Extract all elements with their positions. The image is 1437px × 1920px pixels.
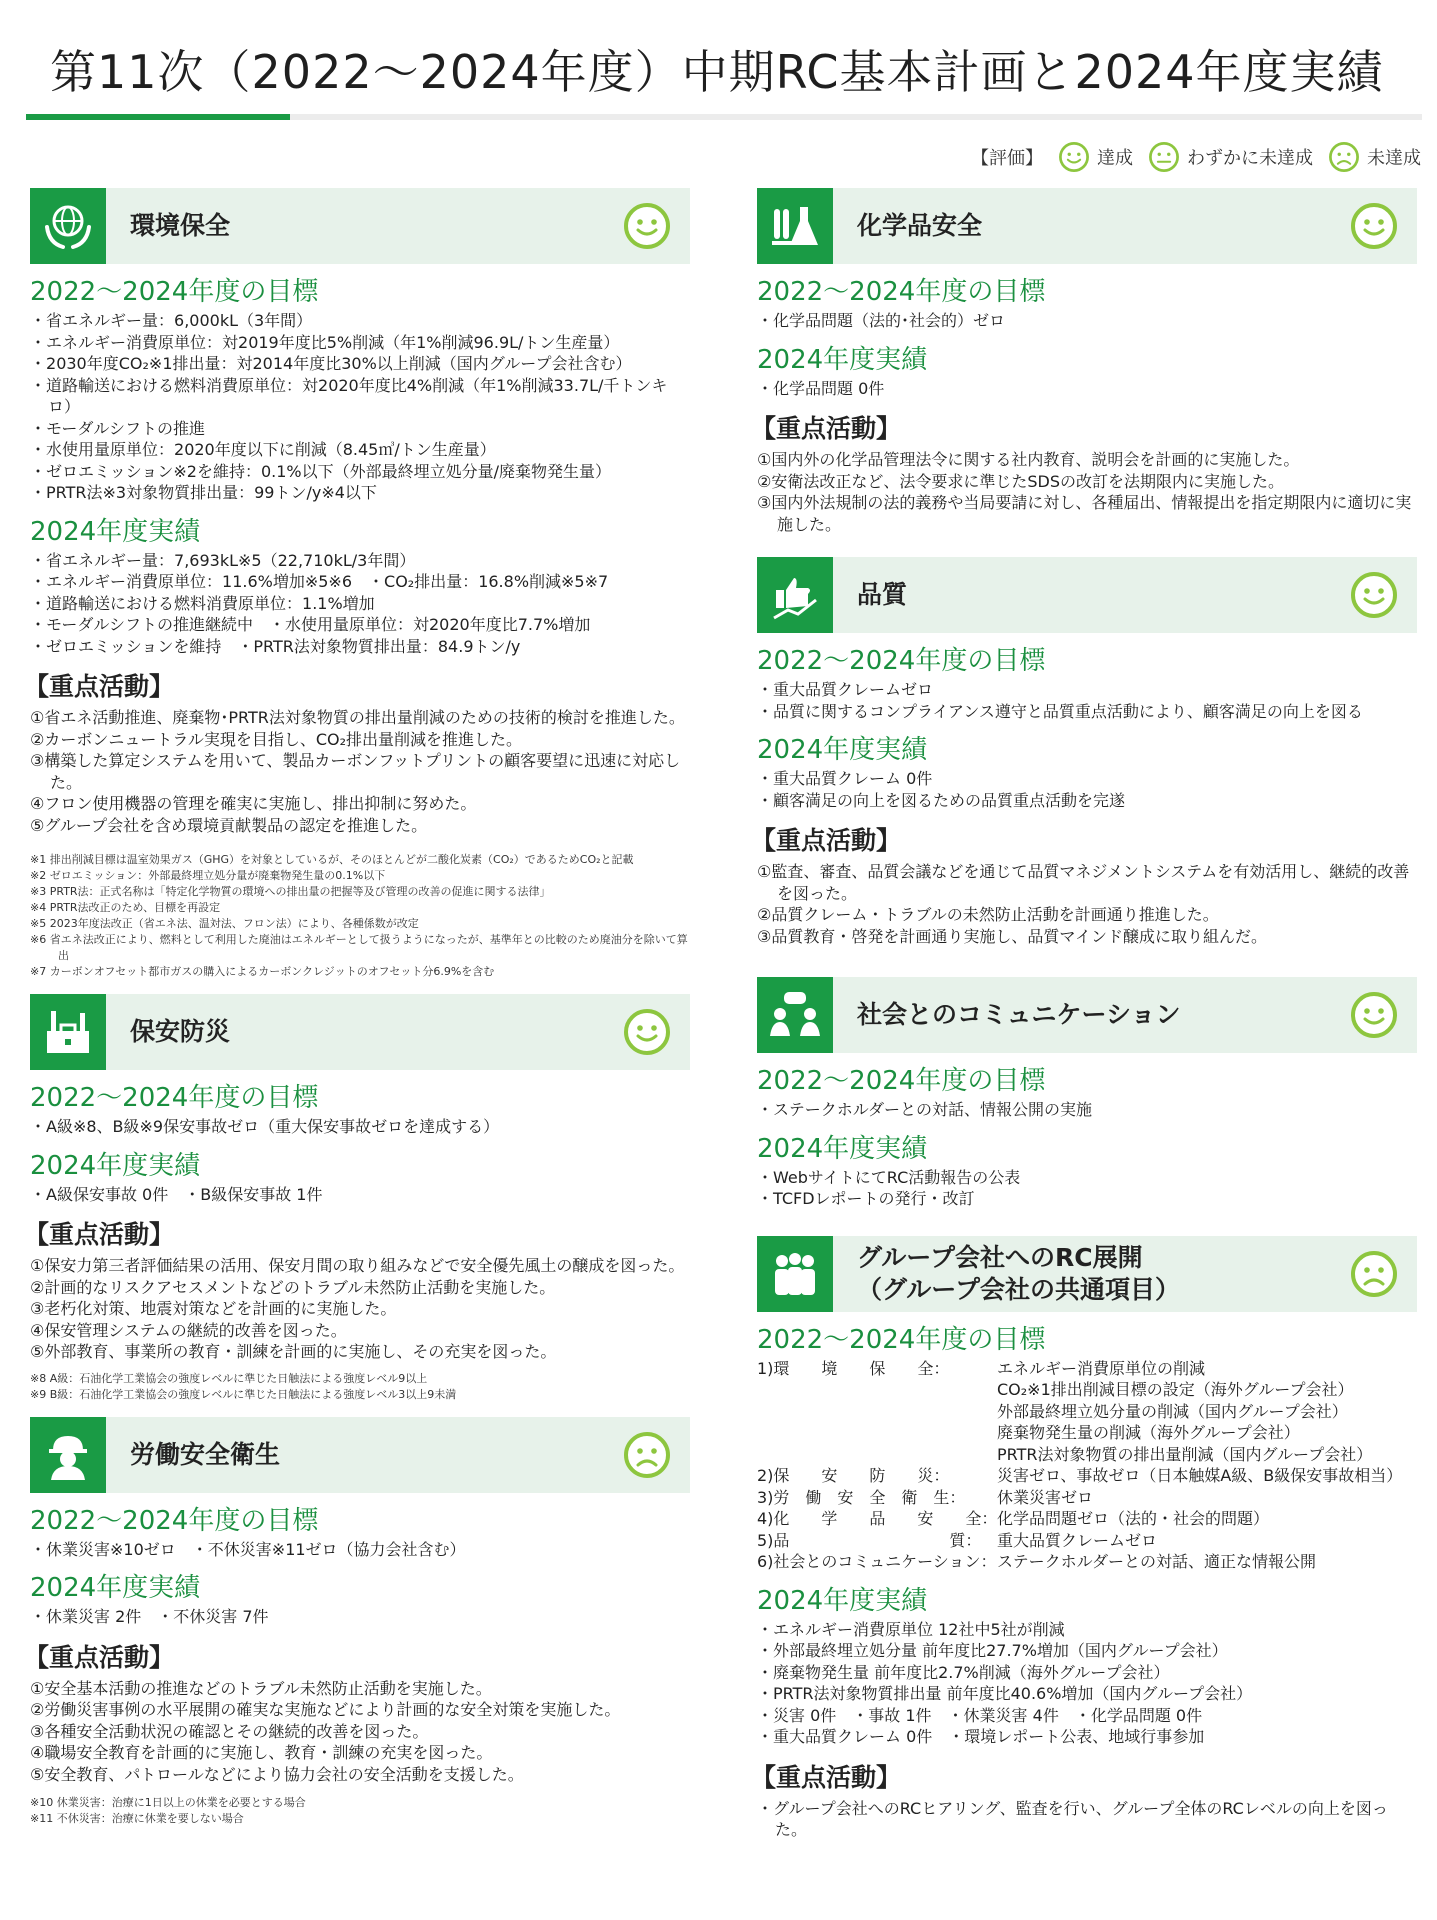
- target-label: 2)保 安 防 災：: [757, 1466, 950, 1485]
- section-title: 環境保全: [130, 211, 231, 240]
- list-item: ・ モーダルシフトの推進: [30, 418, 690, 440]
- target-value: 休業災害ゼロ: [997, 1487, 1094, 1507]
- footnotes: [30, 1371, 690, 1403]
- list-item: ・ ステークホルダーとの対話、情報公開の実施: [757, 1099, 1417, 1121]
- list-item: ・ エネルギー消費原単位：対2019年度比5%削減（年1%削減96.9L/トン生産量）: [30, 332, 690, 354]
- list-item: ⑤外部教育、事業所の教育・訓練を計画的に実施し、その充実を図った。: [30, 1342, 557, 1361]
- table-row: [757, 1358, 1417, 1380]
- activity-heading: 【重点活動】: [751, 826, 902, 855]
- list-item: ・ エネルギー消費原単位：11.6%増加※5※6 ・CO₂排出量：16.8%削減※5※7: [30, 571, 690, 593]
- legend-achieved-label: 達成: [1097, 148, 1133, 169]
- list-item: ・ 重大品質クレーム 0件 ・環境レポート公表、地域行事参加: [757, 1726, 1417, 1748]
- smile-face-icon: [622, 201, 672, 251]
- result-list: [757, 378, 1417, 400]
- result-heading: 2024年度実績: [30, 516, 201, 547]
- thumbs-up-chart-icon: [757, 557, 833, 633]
- list-item: ②カーボンニュートラル実現を目指し、CO₂排出量削減を推進した。: [30, 729, 523, 749]
- goal-list: [757, 1099, 1417, 1121]
- page-title: 第11次（2022～2024年度）中期RC基本計画と2024年度実績: [50, 45, 1384, 99]
- section-title: 化学品安全: [857, 211, 983, 240]
- section-header: [757, 188, 1417, 264]
- goal-heading: 2022～2024年度の目標: [757, 646, 1046, 676]
- section-environment: [24, 188, 690, 980]
- table-row: [757, 1465, 1417, 1487]
- footnote: ※4 PRTR法改正のため、目標を再設定: [30, 901, 221, 914]
- frown-face-icon: [1327, 140, 1361, 174]
- section-labor: [24, 1417, 690, 1828]
- section-header: [30, 1417, 690, 1493]
- section-header: [757, 1236, 1417, 1312]
- list-item: ①省エネ活動推進、廃棄物･PRTR法対象物質の排出量削減のための技術的検討を推進した。: [30, 708, 685, 727]
- footnote: ※10 休業災害：治療に1日以上の休業を必要とする場合: [30, 1796, 306, 1809]
- target-value: PRTR法対象物質の排出量削減（国内グループ会社）: [997, 1444, 1373, 1464]
- section-chemical: [751, 188, 1417, 535]
- worker-helmet-icon: [30, 1417, 106, 1493]
- list-item: ②労働災害事例の水平展開の確実な実施などにより計画的な安全対策を実施した。: [30, 1700, 621, 1719]
- target-label: 6)社会とのコミュニケーション：: [757, 1552, 997, 1571]
- list-item: ・ PRTR法対象物質排出量 前年度比40.6%増加（国内グループ会社）: [757, 1683, 1417, 1705]
- goal-heading: 2022～2024年度の目標: [757, 1066, 1046, 1096]
- list-item: ・ 道路輸送における燃料消費原単位：対2020年度比4%削減（年1%削減33.7L/千トンキロ）: [30, 375, 690, 418]
- smile-face-icon: [1349, 570, 1399, 620]
- globe-hands-icon: [30, 188, 106, 264]
- result-heading: 2024年度実績: [757, 1133, 928, 1164]
- flask-icon: [757, 188, 833, 264]
- result-heading: 2024年度実績: [30, 1150, 201, 1181]
- frown-face-icon: [1349, 1249, 1399, 1299]
- smile-face-icon: [1349, 990, 1399, 1040]
- goal-list: [30, 1539, 690, 1561]
- section-title: 社会とのコミュニケーション: [857, 1000, 1181, 1029]
- section-communication: [757, 977, 1417, 1210]
- table-row: [757, 1508, 1417, 1530]
- list-item: ④保安管理システムの継続的改善を図った。: [30, 1320, 347, 1340]
- activity-list: [757, 1798, 1417, 1841]
- list-item: ③各種安全活動状況の確認とその継続的改善を図った。: [30, 1721, 429, 1741]
- footnote: ※2 ゼロエミッション：外部最終埋立処分量が廃棄物発生量の0.1%以下: [30, 869, 386, 882]
- list-item: ・ A級※8、B級※9保安事故ゼロ（重大保安事故ゼロを達成する）: [30, 1116, 690, 1138]
- target-value: 外部最終埋立処分量の削減（国内グループ会社）: [997, 1401, 1348, 1421]
- goal-list: [30, 310, 690, 504]
- list-item: ・ 休業災害 2件 ・不休災害 7件: [30, 1606, 690, 1628]
- list-item: ・ WebサイトにてRC活動報告の公表: [757, 1167, 1417, 1189]
- target-label: 5)品 質：: [757, 1530, 982, 1550]
- goal-heading: 2022～2024年度の目標: [757, 1324, 1046, 1355]
- footnotes: [30, 1795, 690, 1827]
- list-item: ・ 道路輸送における燃料消費原単位：1.1%増加: [30, 593, 690, 615]
- list-item: ・ 廃棄物発生量 前年度比2.7%削減（海外グループ会社）: [757, 1662, 1417, 1684]
- activity-heading: 【重点活動】: [24, 1642, 175, 1672]
- footnote: ※8 A級：石油化学工業協会の強度レベルに準じた日触法による強度レベル9以上: [30, 1371, 428, 1385]
- list-item: ・ 外部最終埋立処分量 前年度比27.7%増加（国内グループ会社）: [757, 1640, 1417, 1662]
- list-item: ・ 重大品質クレームゼロ: [757, 679, 1417, 701]
- section-group: [751, 1236, 1417, 1841]
- section-title-line1: グループ会社へのRC展開: [857, 1242, 1143, 1272]
- result-list: [757, 768, 1417, 811]
- list-item: ・ グループ会社へのRCヒアリング、監査を行い、グループ全体のRCレベルの向上を図った。: [757, 1798, 1417, 1841]
- frown-face-icon: [622, 1430, 672, 1480]
- list-item: ・ 品質に関するコンプライアンス遵守と品質重点活動により、顧客満足の向上を図る: [757, 701, 1417, 723]
- target-value: CO₂※1排出削減目標の設定（海外グループ会社）: [997, 1380, 1354, 1399]
- list-item: ・ 水使用量原単位：2020年度以下に削減（8.45㎥/トン生産量）: [30, 439, 690, 461]
- legend-not: [1327, 140, 1421, 174]
- list-item: ・ 省エネルギー量：7,693kL※5（22,710kL/3年間）: [30, 550, 690, 572]
- activity-heading: 【重点活動】: [24, 1220, 175, 1249]
- list-item: ①監査、審査、品質会議などを通じて品質マネジメントシステムを有効活用し、継続的改善を図った。: [757, 862, 1410, 903]
- footnote: ※9 B級：石油化学工業協会の強度レベルに準じた日触法による強度レベル3以上9未満: [30, 1387, 457, 1401]
- table-row: [757, 1487, 1417, 1509]
- legend-label: 【評価】: [971, 148, 1043, 169]
- section-header: [30, 994, 690, 1070]
- target-value: 災害ゼロ、事故ゼロ（日本触媒A級、B級保安事故相当）: [997, 1466, 1403, 1485]
- list-item: ②品質クレーム・トラブルの未然防止活動を計画通り推進した。: [757, 905, 1219, 924]
- section-title-line2: （グループ会社の共通項目）: [857, 1274, 1181, 1304]
- legend-slightly: [1147, 140, 1313, 174]
- list-item: ①保安力第三者評価結果の活用、保安月間の取り組みなどで安全優先風土の醸成を図った。: [30, 1256, 685, 1275]
- people-talk-icon: [757, 977, 833, 1053]
- section-header: [30, 188, 690, 264]
- list-item: ・ 顧客満足の向上を図るための品質重点活動を完遂: [757, 790, 1417, 812]
- activity-list: [757, 449, 1417, 535]
- target-value: エネルギー消費原単位の削減: [997, 1358, 1206, 1378]
- list-item: ⑤安全教育、パトロールなどにより協力会社の安全活動を支援した。: [30, 1764, 524, 1784]
- result-list: [757, 1619, 1417, 1748]
- list-item: ①国内外の化学品管理法令に関する社内教育、説明会を計画的に実施した。: [757, 450, 1300, 469]
- smile-face-icon: [1349, 201, 1399, 251]
- goal-heading: 2022～2024年度の目標: [30, 277, 319, 307]
- target-value: 廃棄物発生量の削減（海外グループ会社）: [997, 1423, 1300, 1442]
- list-item: ・ 化学品問題 0件: [757, 378, 1417, 400]
- goal-list: [30, 1116, 690, 1138]
- list-item: ・ TCFDレポートの発行・改訂: [757, 1188, 1417, 1210]
- activity-heading: 【重点活動】: [751, 1762, 902, 1792]
- activity-heading: 【重点活動】: [751, 414, 902, 443]
- list-item: ・ 重大品質クレーム 0件: [757, 768, 1417, 790]
- legend-not-label: 未達成: [1367, 148, 1421, 169]
- footnote: ※3 PRTR法：正式名称は「特定化学物質の環境への排出量の把握等及び管理の改善の促進に関する法律」: [30, 885, 551, 898]
- footnotes: [30, 852, 690, 980]
- list-item: ・ 災害 0件 ・事故 1件 ・休業災害 4件 ・化学品問題 0件: [757, 1705, 1417, 1727]
- list-item: ・ PRTR法※3対象物質排出量：99トン/y※4以下: [30, 482, 690, 504]
- smile-face-icon: [1057, 140, 1091, 174]
- result-heading: 2024年度実績: [30, 1573, 201, 1603]
- result-list: [30, 1606, 690, 1628]
- list-item: ③老朽化対策、地震対策などを計画的に実施した。: [30, 1299, 397, 1318]
- toolbox-icon: [30, 994, 106, 1070]
- list-item: ・ A級保安事故 0件 ・B級保安事故 1件: [30, 1184, 690, 1206]
- list-item: ④フロン使用機器の管理を確実に実施し、排出抑制に努めた。: [30, 794, 477, 813]
- list-item: ③国内外法規制の法的義務や当局要請に対し、各種届出、情報提出を指定期限内に適切に実施した。: [757, 493, 1412, 534]
- table-row: [757, 1551, 1417, 1573]
- list-item: ②安衛法改正など、法令要求に準じたSDSの改訂を法期限内に実施した。: [757, 471, 1284, 491]
- goal-heading: 2022～2024年度の目標: [757, 277, 1046, 307]
- result-heading: 2024年度実績: [757, 1585, 928, 1616]
- target-value: 化学品問題ゼロ（法的・社会的問題）: [997, 1509, 1270, 1528]
- target-value: ステークホルダーとの対話、適正な情報公開: [997, 1552, 1317, 1571]
- list-item: ③構築した算定システムを用いて、製品カーボンフットプリントの顧客要望に迅速に対応した。: [30, 751, 681, 792]
- section-title: [857, 1242, 1180, 1306]
- section-header: [757, 977, 1417, 1053]
- left-column: [24, 188, 690, 1847]
- list-item: ・ モーダルシフトの推進継続中 ・水使用量原単位：対2020年度比7.7%増加: [30, 614, 690, 636]
- footnote: ※6 省エネ法改正により、燃料として利用した廃油はエネルギーとして扱うようになったが、基準年との比較のため廃油分を除いて算出: [30, 933, 688, 962]
- footnote: ※11 不休災害：治療に休業を要しない場合: [30, 1812, 244, 1825]
- list-item: ・ エネルギー消費原単位 12社中5社が削減: [757, 1619, 1417, 1641]
- list-item: ⑤グループ会社を含め環境貢献製品の認定を推進した。: [30, 815, 428, 835]
- list-item: ・ ゼロエミッション※2を維持：0.1%以下（外部最終埋立処分量/廃棄物発生量）: [30, 461, 690, 483]
- goal-list: [757, 310, 1417, 332]
- footnote: ※7 カーボンオフセット都市ガスの購入によるカーボンクレジットのオフセット分6.9%を含む: [30, 965, 495, 978]
- target-table: [757, 1358, 1417, 1573]
- activity-list: [757, 861, 1417, 947]
- section-title: 労働安全衛生: [130, 1439, 281, 1469]
- result-heading: 2024年度実績: [757, 735, 928, 765]
- list-item: ・ 2030年度CO₂※1排出量：対2014年度比30%以上削減（国内グループ会社含む）: [30, 353, 690, 375]
- section-quality: [751, 557, 1417, 947]
- legend-slightly-label: わずかに未達成: [1187, 148, 1313, 169]
- list-item: ・ 休業災害※10ゼロ ・不休災害※11ゼロ（協力会社含む）: [30, 1539, 690, 1561]
- result-list: [757, 1167, 1417, 1210]
- title-rule-accent: [26, 114, 290, 120]
- list-item: ②計画的なリスクアセスメントなどのトラブル未然防止活動を実施した。: [30, 1277, 556, 1297]
- section-title: 保安防災: [130, 1017, 231, 1046]
- right-column: [751, 188, 1417, 1861]
- neutral-face-icon: [1147, 140, 1181, 174]
- legend-achieved: [1057, 140, 1133, 174]
- goal-heading: 2022～2024年度の目標: [30, 1505, 319, 1536]
- table-row: [757, 1530, 1417, 1552]
- activity-list: [30, 707, 690, 836]
- activity-list: [30, 1255, 690, 1363]
- result-heading: 2024年度実績: [757, 344, 928, 375]
- list-item: ・ 省エネルギー量：6,000kL（3年間）: [30, 310, 690, 332]
- footnote: ※1 排出削減目標は温室効果ガス（GHG）を対象としているが、そのほとんどが二酸化炭素（CO₂）であるためCO₂と記載: [30, 853, 634, 866]
- list-item: ③品質教育・啓発を計画通り実施し、品質マインド醸成に取り組んだ。: [757, 926, 1268, 946]
- goal-heading: 2022～2024年度の目標: [30, 1083, 319, 1113]
- target-label: 3)労 働 安 全 衛 生：: [757, 1487, 966, 1507]
- result-list: [30, 1184, 690, 1206]
- list-item: ①安全基本活動の推進などのトラブル未然防止活動を実施した。: [30, 1678, 492, 1698]
- section-title: 品質: [857, 580, 908, 609]
- goal-list: [757, 679, 1417, 722]
- section-header: [757, 557, 1417, 633]
- smile-face-icon: [622, 1007, 672, 1057]
- target-value: 重大品質クレームゼロ: [997, 1530, 1158, 1550]
- footnote: ※5 2023年度法改正（省エネ法、温対法、フロン法）により、各種係数が改定: [30, 917, 419, 930]
- list-item: ・ ゼロエミッションを維持 ・PRTR法対象物質排出量：84.9トン/y: [30, 636, 690, 658]
- rating-legend: [971, 140, 1421, 174]
- list-item: ・ 化学品問題（法的･社会的）ゼロ: [757, 310, 1417, 332]
- activity-heading: 【重点活動】: [24, 672, 175, 701]
- list-item: ④職場安全教育を計画的に実施し、教育・訓練の充実を図った。: [30, 1743, 493, 1762]
- activity-list: [30, 1678, 690, 1786]
- target-label: 1)環 境 保 全：: [757, 1358, 950, 1378]
- section-safety: [24, 994, 690, 1403]
- group-people-icon: [757, 1236, 833, 1312]
- target-label: 4)化 学 品 安 全：: [757, 1509, 998, 1528]
- result-list: [30, 550, 690, 658]
